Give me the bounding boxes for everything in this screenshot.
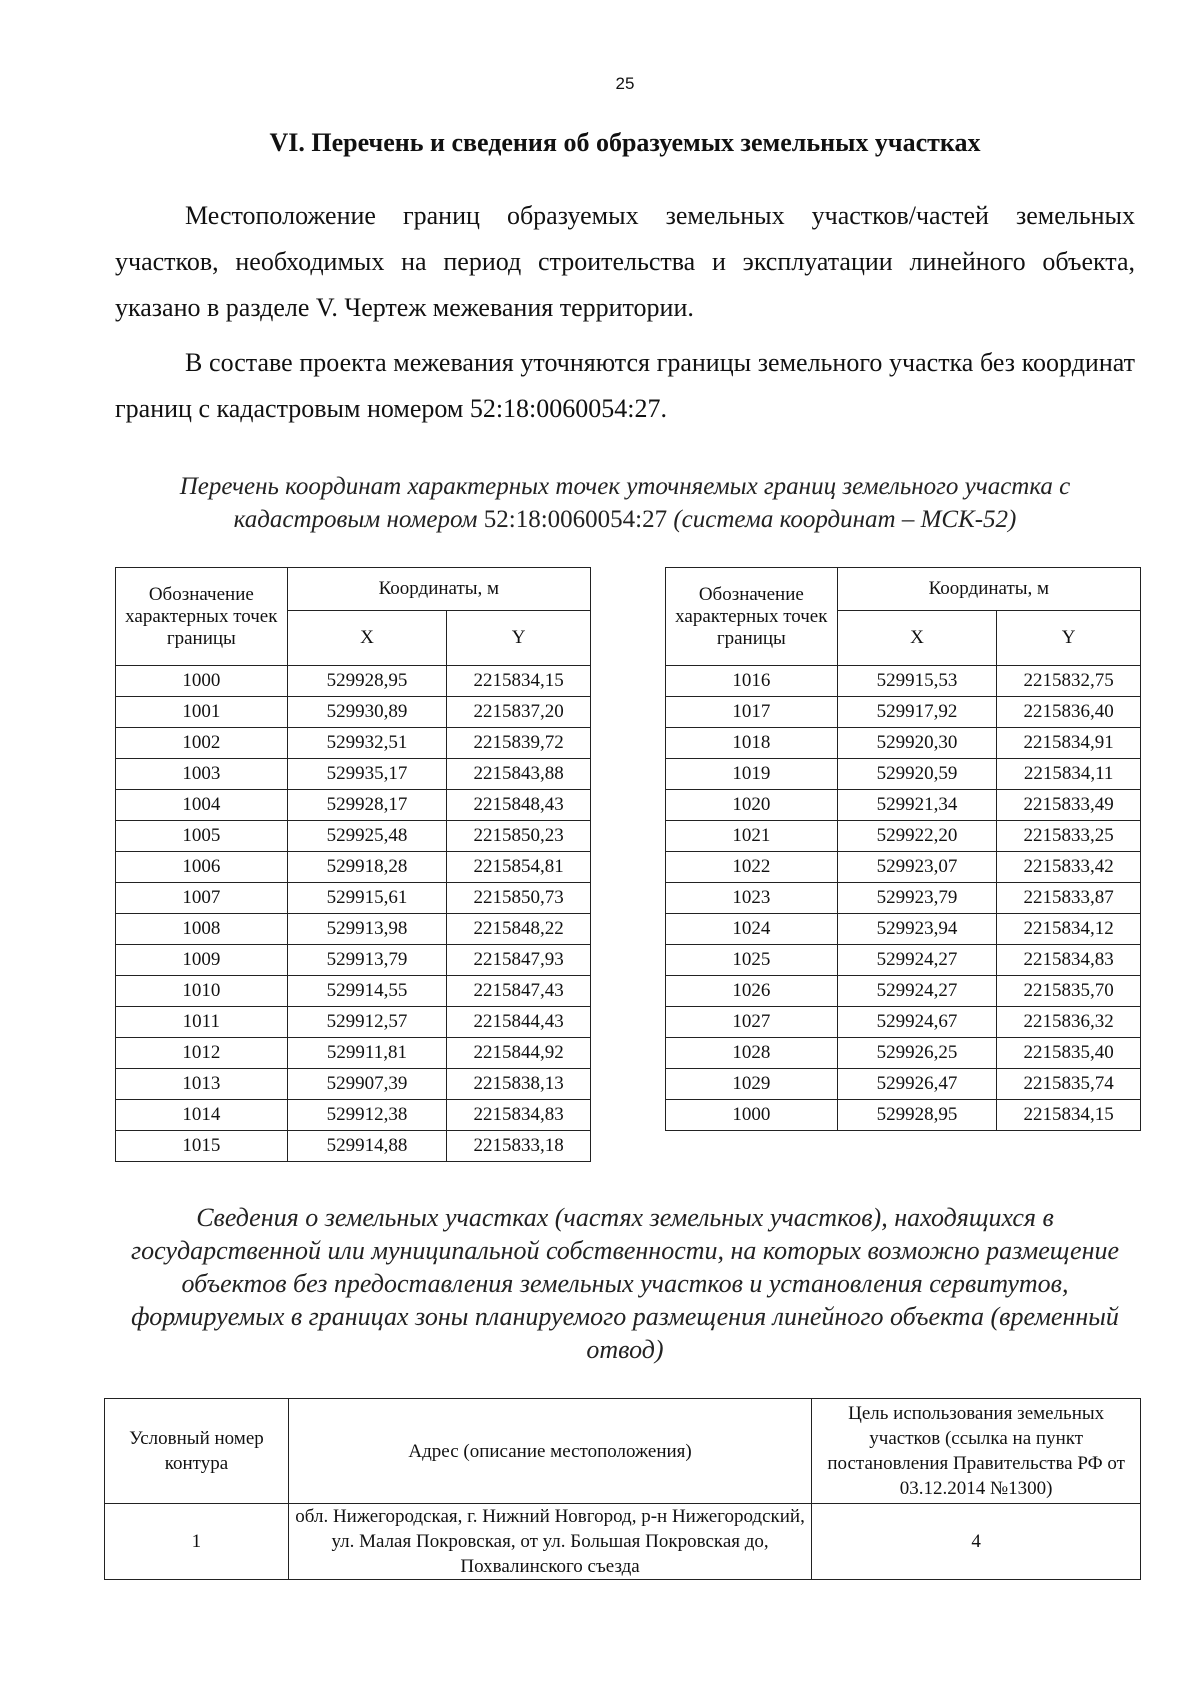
- cell-point: 1028: [666, 1038, 838, 1069]
- cell-address: обл. Нижегородская, г. Нижний Новгород, р-н Нижегородский, ул. Малая Покровская, от ул. Большая Покровская до, Похвалинского съезда: [288, 1504, 811, 1580]
- cell-y: 2215833,49: [997, 790, 1141, 821]
- cell-y: 2215850,23: [447, 821, 591, 852]
- cell-point: 1002: [116, 728, 288, 759]
- cell-point: 1013: [116, 1069, 288, 1100]
- caption-part: (система координат – МСК-52): [667, 506, 1017, 533]
- cell-y: 2215854,81: [447, 852, 591, 883]
- cell-point: 1010: [116, 976, 288, 1007]
- cell-y: 2215835,70: [997, 976, 1141, 1007]
- table-row: [116, 1069, 591, 1100]
- cell-point: 1009: [116, 945, 288, 976]
- cell-x: 529907,39: [287, 1069, 447, 1100]
- cell-y: 2215844,92: [447, 1038, 591, 1069]
- cell-point: 1027: [666, 1007, 838, 1038]
- cell-y: 2215848,43: [447, 790, 591, 821]
- cell-y: 2215839,72: [447, 728, 591, 759]
- cell-point: 1019: [666, 759, 838, 790]
- header-y: Y: [997, 611, 1141, 666]
- cell-point: 1021: [666, 821, 838, 852]
- table-row: [116, 852, 591, 883]
- cell-y: 2215833,42: [997, 852, 1141, 883]
- cell-y: 2215834,83: [447, 1100, 591, 1131]
- cell-x: 529928,17: [287, 790, 447, 821]
- section-title: VI. Перечень и сведения об образуемых земельных участках: [269, 128, 981, 157]
- page-number: 25: [615, 74, 635, 93]
- cell-y: 2215847,43: [447, 976, 591, 1007]
- cell-x: 529924,27: [837, 945, 997, 976]
- table-row: [116, 728, 591, 759]
- table-row: [666, 945, 1141, 976]
- table-row: [116, 1038, 591, 1069]
- cell-point: 1022: [666, 852, 838, 883]
- paragraph-text: В составе проекта межевания уточняются границы земельного участка без координат границ с кадастровым номером 52:18:0060054:27.: [115, 348, 1135, 423]
- header-address: Адрес (описание местоположения): [288, 1399, 811, 1504]
- header-point: Обозначение характерных точек границы: [116, 568, 288, 666]
- coords-table-right: [665, 567, 1141, 1131]
- cell-x: 529913,79: [287, 945, 447, 976]
- cell-x: 529912,57: [287, 1007, 447, 1038]
- cell-point: 1008: [116, 914, 288, 945]
- cell-x: 529923,94: [837, 914, 997, 945]
- cell-x: 529914,88: [287, 1131, 447, 1162]
- table-row: [666, 821, 1141, 852]
- cell-point: 1005: [116, 821, 288, 852]
- table-row: [666, 883, 1141, 914]
- cell-point: 1017: [666, 697, 838, 728]
- table-row: [666, 852, 1141, 883]
- cell-y: 2215843,88: [447, 759, 591, 790]
- table-row: [666, 728, 1141, 759]
- cell-point: 1014: [116, 1100, 288, 1131]
- header-coords: Координаты, м: [837, 568, 1140, 611]
- header-x: X: [837, 611, 997, 666]
- cell-x: 529920,59: [837, 759, 997, 790]
- parcel-row: [105, 1504, 1141, 1580]
- cell-point: 1003: [116, 759, 288, 790]
- header-coords: Координаты, м: [287, 568, 590, 611]
- cell-y: 2215833,18: [447, 1131, 591, 1162]
- cell-point: 1011: [116, 1007, 288, 1038]
- cadastral-number: 52:18:0060054:27: [483, 506, 668, 533]
- cell-x: 529928,95: [287, 666, 447, 697]
- cell-point: 1018: [666, 728, 838, 759]
- cell-point: 1024: [666, 914, 838, 945]
- cell-x: 529925,48: [287, 821, 447, 852]
- coords-table-left: [115, 567, 591, 1162]
- cell-x: 529915,61: [287, 883, 447, 914]
- cell-point: 1012: [116, 1038, 288, 1069]
- cell-y: 2215850,73: [447, 883, 591, 914]
- cell-y: 2215834,15: [997, 1100, 1141, 1131]
- cell-y: 2215836,32: [997, 1007, 1141, 1038]
- cell-x: 529935,17: [287, 759, 447, 790]
- table-row: [116, 1100, 591, 1131]
- table-row: [666, 914, 1141, 945]
- cell-point: 1001: [116, 697, 288, 728]
- cell-y: 2215835,40: [997, 1038, 1141, 1069]
- header-point: Обозначение характерных точек границы: [666, 568, 838, 666]
- cell-point: 1025: [666, 945, 838, 976]
- table-row: [116, 945, 591, 976]
- cell-y: 2215835,74: [997, 1069, 1141, 1100]
- cell-x: 529920,30: [837, 728, 997, 759]
- table-row: [666, 976, 1141, 1007]
- table-row: [666, 1038, 1141, 1069]
- cell-y: 2215847,93: [447, 945, 591, 976]
- cell-y: 2215833,25: [997, 821, 1141, 852]
- cell-point: 1020: [666, 790, 838, 821]
- cell-x: 529917,92: [837, 697, 997, 728]
- table-row: [116, 883, 591, 914]
- cell-x: 529922,20: [837, 821, 997, 852]
- cell-point: 1015: [116, 1131, 288, 1162]
- header-purpose: Цель использования земельных участков (ссылка на пункт постановления Правительства РФ от 03.12.2014 №1300): [812, 1399, 1141, 1504]
- table-row: [666, 666, 1141, 697]
- cell-point: 1016: [666, 666, 838, 697]
- cell-x: 529923,07: [837, 852, 997, 883]
- cell-point: 1006: [116, 852, 288, 883]
- table-row: [116, 821, 591, 852]
- cell-y: 2215833,87: [997, 883, 1141, 914]
- cell-y: 2215844,43: [447, 1007, 591, 1038]
- table-row: [116, 790, 591, 821]
- parcels-table-caption: Сведения о земельных участках (частях земельных участков), находящихся в государственной или муниципальной собственности, на которых возможно размещение объектов без предоставления земельных участков и установления сервитутов, формируемых в границах зоны планируемого размещения линейного объекта (временный отвод): [130, 1203, 1120, 1364]
- cell-x: 529926,47: [837, 1069, 997, 1100]
- table-row: [116, 1131, 591, 1162]
- table-row: [116, 976, 591, 1007]
- paragraph: [115, 340, 1135, 432]
- cell-x: 529924,67: [837, 1007, 997, 1038]
- table-row: [666, 1069, 1141, 1100]
- cell-point: 1000: [116, 666, 288, 697]
- table-row: [116, 759, 591, 790]
- cell-point: 1004: [116, 790, 288, 821]
- table-row: [116, 697, 591, 728]
- cell-x: 529930,89: [287, 697, 447, 728]
- cell-point: 1000: [666, 1100, 838, 1131]
- paragraph-text: Местоположение границ образуемых земельных участков/частей земельных участков, необходимых на период строительства и эксплуатации линейного объекта, указано в разделе V. Чертеж межевания территории.: [115, 201, 1135, 322]
- cell-x: 529932,51: [287, 728, 447, 759]
- header-x: X: [287, 611, 447, 666]
- cell-contour-number: 1: [105, 1504, 289, 1580]
- table-row: [666, 1100, 1141, 1131]
- table-row: [666, 790, 1141, 821]
- cell-point: 1026: [666, 976, 838, 1007]
- cell-y: 2215834,11: [997, 759, 1141, 790]
- cell-point: 1023: [666, 883, 838, 914]
- coords-table-caption: [115, 470, 1135, 536]
- paragraph: [115, 193, 1135, 331]
- cell-x: 529913,98: [287, 914, 447, 945]
- cell-x: 529915,53: [837, 666, 997, 697]
- cell-x: 529914,55: [287, 976, 447, 1007]
- cell-x: 529923,79: [837, 883, 997, 914]
- header-contour-number: Условный номер контура: [105, 1399, 289, 1504]
- table-row: [116, 666, 591, 697]
- cell-x: 529926,25: [837, 1038, 997, 1069]
- table-row: [116, 914, 591, 945]
- cell-y: 2215837,20: [447, 697, 591, 728]
- cell-x: 529921,34: [837, 790, 997, 821]
- cell-y: 2215834,15: [447, 666, 591, 697]
- cell-x: 529911,81: [287, 1038, 447, 1069]
- table-row: [116, 1007, 591, 1038]
- cell-y: 2215834,91: [997, 728, 1141, 759]
- cell-x: 529918,28: [287, 852, 447, 883]
- table-row: [666, 697, 1141, 728]
- cell-y: 2215838,13: [447, 1069, 591, 1100]
- cell-y: 2215834,12: [997, 914, 1141, 945]
- cell-y: 2215834,83: [997, 945, 1141, 976]
- table-row: [666, 1007, 1141, 1038]
- cell-y: 2215848,22: [447, 914, 591, 945]
- cell-x: 529928,95: [837, 1100, 997, 1131]
- caption-part: Перечень координат характерных точек уточняемых границ земельного участка с кадастровым номером: [179, 473, 1071, 533]
- cell-x: 529912,38: [287, 1100, 447, 1131]
- table-row: [666, 759, 1141, 790]
- header-y: Y: [447, 611, 591, 666]
- cell-point: 1007: [116, 883, 288, 914]
- cell-y: 2215832,75: [997, 666, 1141, 697]
- cell-point: 1029: [666, 1069, 838, 1100]
- cell-purpose: 4: [812, 1504, 1141, 1580]
- parcels-table: [104, 1398, 1141, 1580]
- cell-y: 2215836,40: [997, 697, 1141, 728]
- cell-x: 529924,27: [837, 976, 997, 1007]
